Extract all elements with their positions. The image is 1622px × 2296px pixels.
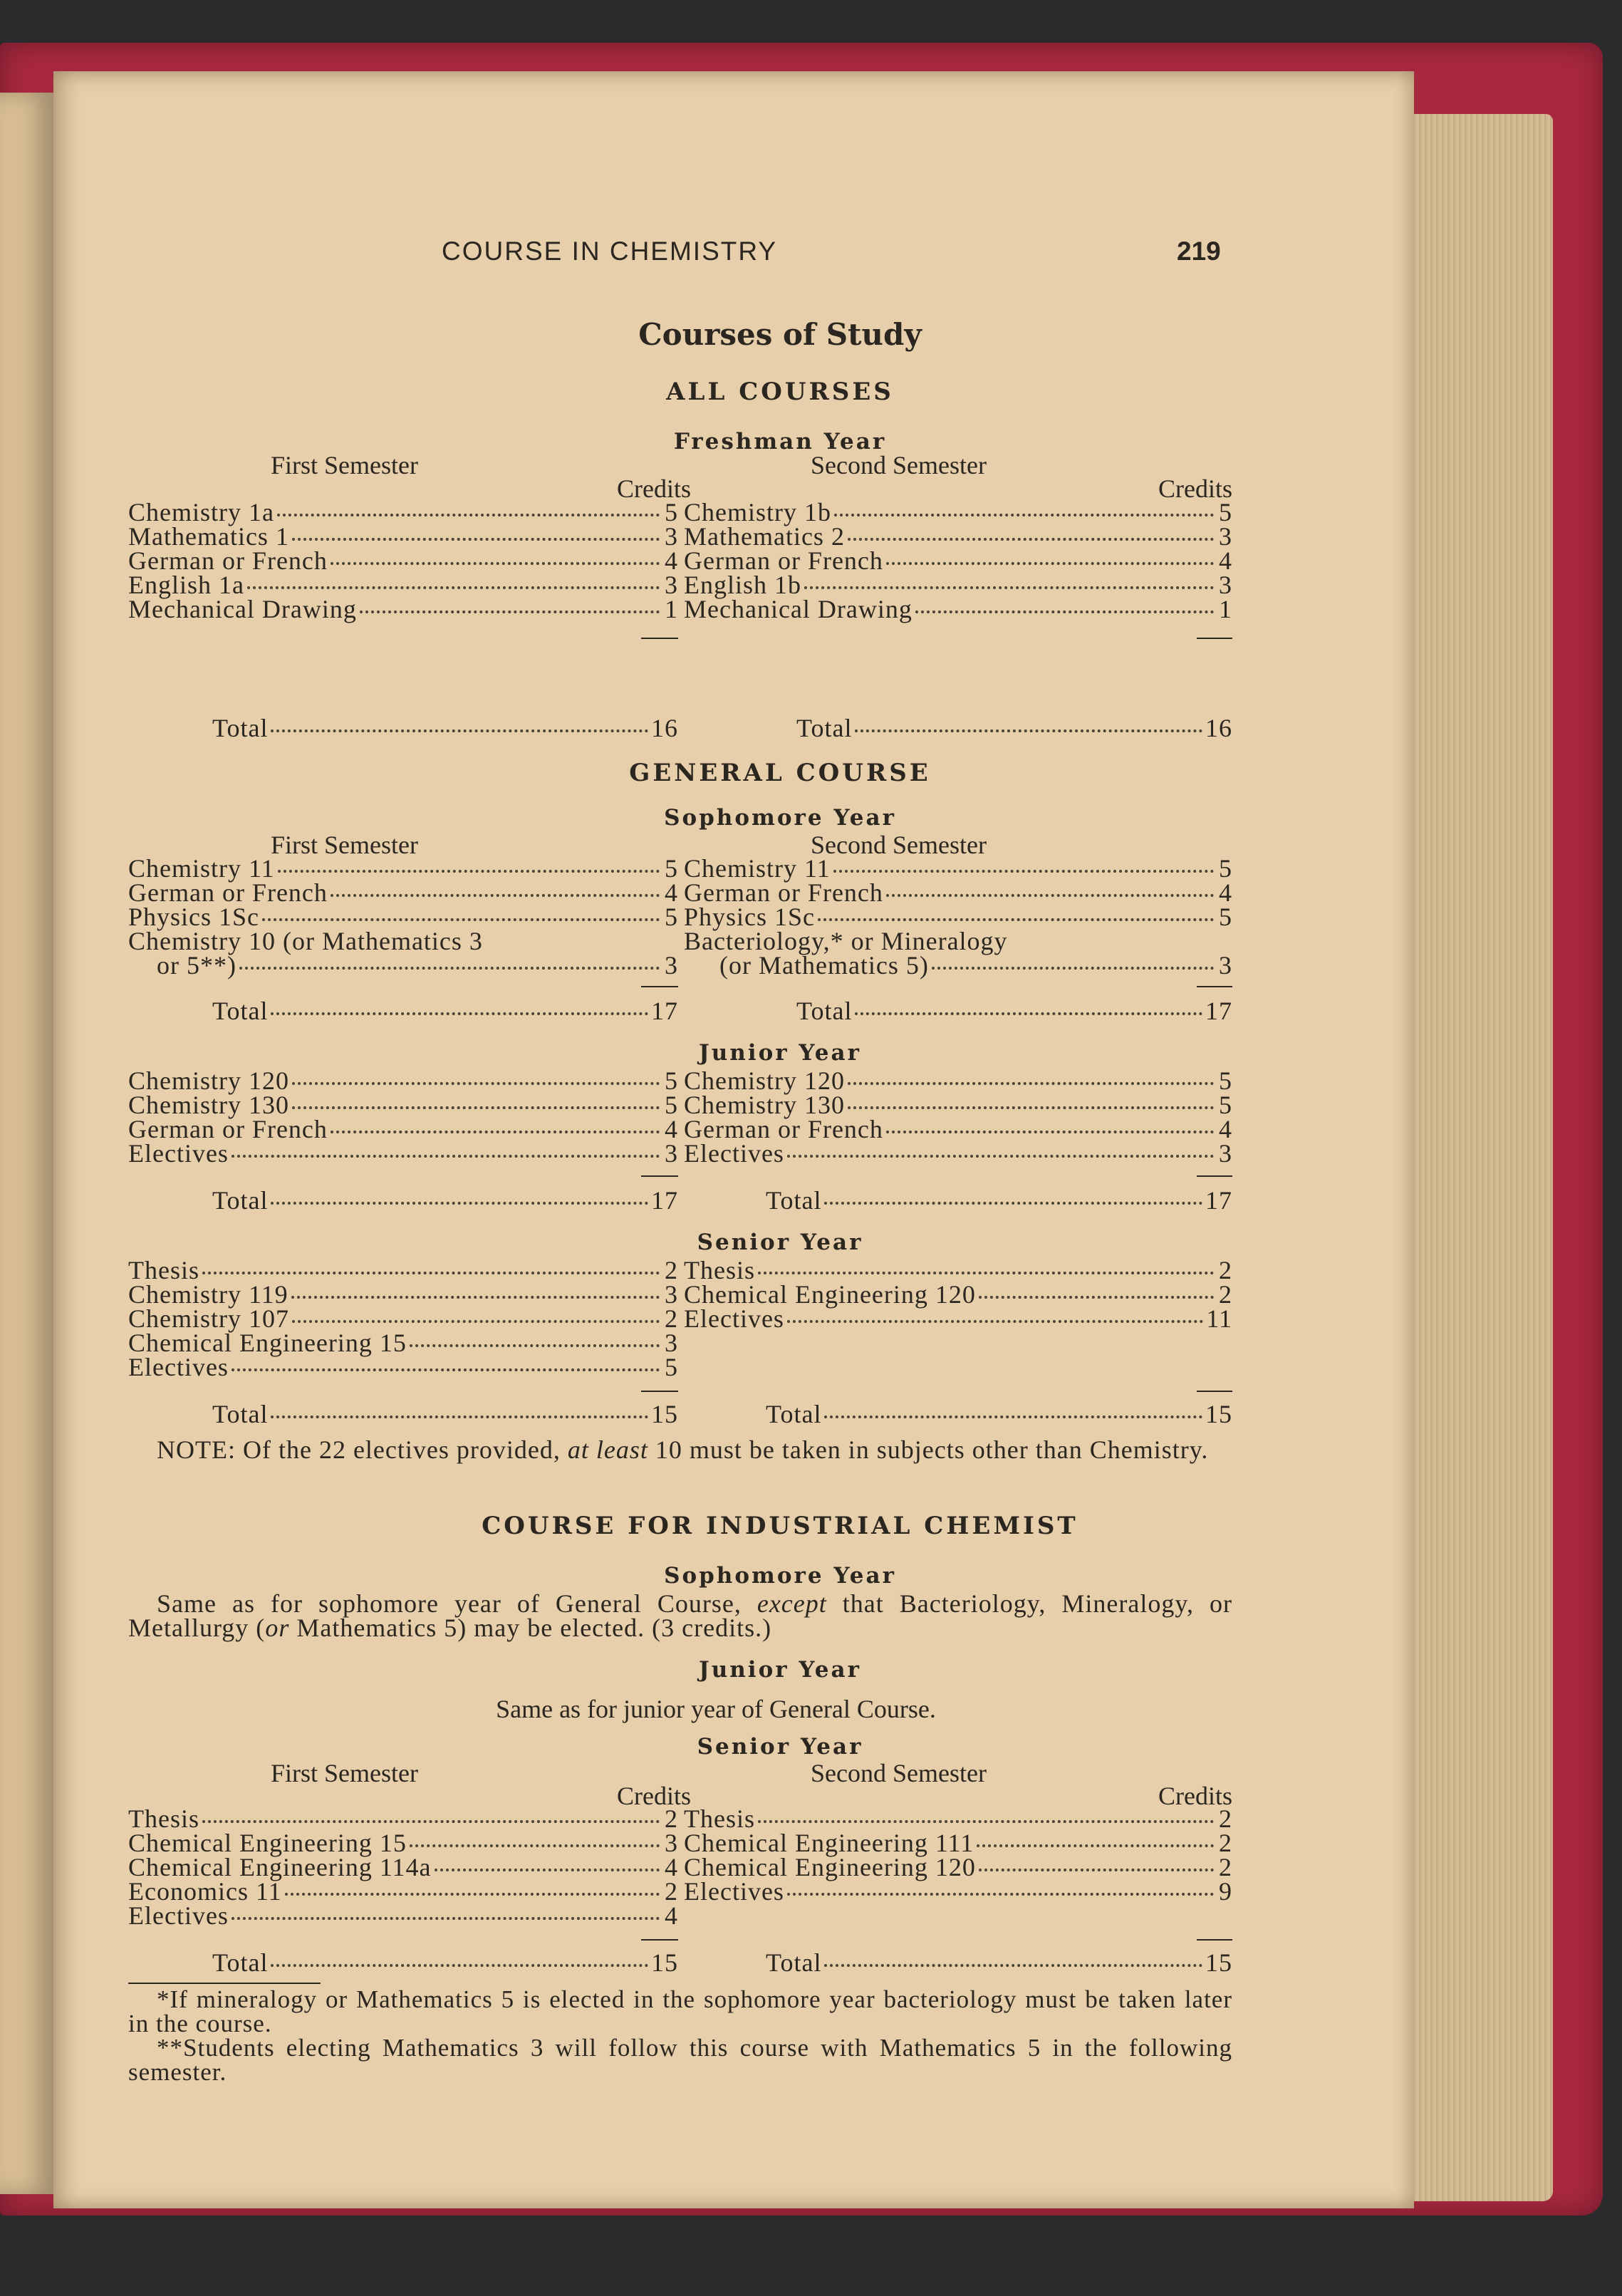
list-item: Economics 11 2 bbox=[128, 1877, 678, 1906]
second-semester-label: Second Semester bbox=[811, 451, 987, 479]
credits-label-second: Credits bbox=[1158, 1782, 1232, 1810]
senior-first-total: Total 15 bbox=[212, 1400, 678, 1428]
industrial-junior-heading: Junior Year bbox=[699, 1657, 861, 1683]
sophomore-second-total: Total 17 bbox=[796, 997, 1232, 1025]
list-item: English 1b 3 bbox=[684, 571, 1232, 599]
list-item: Mechanical Drawing 1 bbox=[128, 595, 678, 623]
industrial-sophomore-text: Same as for sophomore year of General Course, except that Bacteriology, Mineralogy, or Metallurgy (or Mathematics 5) may be elected. (3 credits.) bbox=[128, 1589, 1232, 1642]
credits-label-second: Credits bbox=[1158, 474, 1232, 503]
first-semester-label: First Semester bbox=[271, 1759, 418, 1787]
total-rule bbox=[641, 638, 678, 639]
running-title: COURSE IN CHEMISTRY bbox=[442, 237, 778, 266]
list-item: Electives 3 bbox=[684, 1139, 1232, 1168]
list-item: German or French 4 bbox=[684, 546, 1232, 575]
facing-page-edge bbox=[0, 93, 53, 2194]
junior-second-total: Total 17 bbox=[766, 1186, 1232, 1215]
industrial-senior-heading: Senior Year bbox=[697, 1734, 863, 1760]
page-block-edge bbox=[1410, 114, 1553, 2201]
list-item: Chemical Engineering 15 3 bbox=[128, 1829, 678, 1857]
credits-label-first: Credits bbox=[617, 474, 691, 503]
industrial-junior-text: Same as for junior year of General Course. bbox=[496, 1695, 936, 1723]
page bbox=[53, 71, 1414, 2208]
list-item: Chemical Engineering 111 2 bbox=[684, 1829, 1232, 1857]
total-rule bbox=[641, 1391, 678, 1392]
freshman-year-heading: Freshman Year bbox=[673, 429, 887, 454]
total-rule bbox=[1197, 1939, 1232, 1941]
list-item: or 5**) 3 bbox=[157, 951, 678, 980]
industrial-senior-first-total: Total 15 bbox=[212, 1948, 678, 1977]
list-item: Chemistry 1a 5 bbox=[128, 498, 678, 526]
list-item: Chemistry 130 5 bbox=[684, 1091, 1232, 1119]
freshman-second-total: Total 16 bbox=[796, 714, 1232, 742]
list-item: Chemical Engineering 15 3 bbox=[128, 1329, 678, 1357]
footnote-1: *If mineralogy or Mathematics 5 is elected in the sophomore year bacteriology must be taken later in the course. bbox=[128, 1985, 1232, 2037]
junior-first-total: Total 17 bbox=[212, 1186, 678, 1215]
list-item: English 1a 3 bbox=[128, 571, 678, 599]
list-item: Electives 5 bbox=[128, 1353, 678, 1381]
list-item: Chemistry 1b 5 bbox=[684, 498, 1232, 526]
first-semester-label: First Semester bbox=[271, 831, 418, 859]
total-rule bbox=[1197, 986, 1232, 987]
total-rule bbox=[1197, 1391, 1232, 1392]
list-item: Bacteriology,* or Mineralogy bbox=[684, 927, 1008, 955]
industrial-course-title: COURSE FOR INDUSTRIAL CHEMIST bbox=[482, 1512, 1078, 1540]
list-item: German or French 4 bbox=[128, 878, 678, 907]
page-content bbox=[128, 71, 1432, 2208]
list-item: German or French 4 bbox=[684, 878, 1232, 907]
list-item: Electives 4 bbox=[128, 1901, 678, 1930]
list-item: Chemical Engineering 114a 4 bbox=[128, 1853, 678, 1881]
second-semester-label: Second Semester bbox=[811, 1759, 987, 1787]
industrial-sophomore-heading: Sophomore Year bbox=[664, 1563, 896, 1589]
list-item: Chemistry 120 5 bbox=[684, 1066, 1232, 1095]
total-rule bbox=[1197, 1175, 1232, 1177]
list-item: Mechanical Drawing 1 bbox=[684, 595, 1232, 623]
electives-note: NOTE: Of the 22 electives provided, at least 10 must be taken in subjects other than Chemistry. bbox=[157, 1435, 1209, 1464]
list-item: Thesis 2 bbox=[128, 1804, 678, 1833]
sophomore-first-total: Total 17 bbox=[212, 997, 678, 1025]
list-item: Chemistry 107 2 bbox=[128, 1304, 678, 1333]
total-rule bbox=[641, 986, 678, 987]
all-courses-title: ALL COURSES bbox=[666, 378, 894, 406]
total-rule bbox=[1197, 638, 1232, 639]
list-item: German or French 4 bbox=[128, 546, 678, 575]
industrial-senior-second-total: Total 15 bbox=[766, 1948, 1232, 1977]
page-title: Courses of Study bbox=[638, 317, 922, 352]
list-item: Thesis 2 bbox=[128, 1256, 678, 1284]
list-item: Thesis 2 bbox=[684, 1256, 1232, 1284]
list-item: Physics 1Sc 5 bbox=[128, 903, 678, 931]
total-rule bbox=[641, 1939, 678, 1941]
list-item: Mathematics 1 3 bbox=[128, 522, 678, 551]
senior-year-heading: Senior Year bbox=[697, 1230, 863, 1255]
list-item: Chemical Engineering 120 2 bbox=[684, 1280, 1232, 1309]
list-item: Chemistry 11 5 bbox=[128, 854, 678, 883]
list-item: Chemistry 10 (or Mathematics 3 bbox=[128, 927, 483, 955]
senior-second-total: Total 15 bbox=[766, 1400, 1232, 1428]
list-item: Electives 11 bbox=[684, 1304, 1232, 1333]
list-item: Thesis 2 bbox=[684, 1804, 1232, 1833]
book bbox=[0, 43, 1622, 2296]
first-semester-label: First Semester bbox=[271, 451, 418, 479]
list-item: Electives 9 bbox=[684, 1877, 1232, 1906]
footnote-2: **Students electing Mathematics 3 will follow this course with Mathematics 5 in the following semester. bbox=[128, 2034, 1232, 2086]
list-item: Chemistry 130 5 bbox=[128, 1091, 678, 1119]
list-item: Chemistry 120 5 bbox=[128, 1066, 678, 1095]
list-item: (or Mathematics 5) 3 bbox=[719, 951, 1232, 980]
list-item: Electives 3 bbox=[128, 1139, 678, 1168]
junior-year-heading: Junior Year bbox=[699, 1040, 861, 1066]
list-item: Physics 1Sc 5 bbox=[684, 903, 1232, 931]
credits-label-first: Credits bbox=[617, 1782, 691, 1810]
page-number: 219 bbox=[1177, 237, 1221, 266]
general-course-title: GENERAL COURSE bbox=[629, 759, 931, 787]
total-rule bbox=[641, 1175, 678, 1177]
list-item: German or French 4 bbox=[684, 1115, 1232, 1143]
sophomore-year-heading: Sophomore Year bbox=[664, 805, 896, 831]
list-item: Mathematics 2 3 bbox=[684, 522, 1232, 551]
list-item: German or French 4 bbox=[128, 1115, 678, 1143]
list-item: Chemical Engineering 120 2 bbox=[684, 1853, 1232, 1881]
list-item: Chemistry 11 5 bbox=[684, 854, 1232, 883]
second-semester-label: Second Semester bbox=[811, 831, 987, 859]
freshman-first-total: Total 16 bbox=[212, 714, 678, 742]
list-item: Chemistry 119 3 bbox=[128, 1280, 678, 1309]
footnote-rule bbox=[128, 1983, 321, 1984]
